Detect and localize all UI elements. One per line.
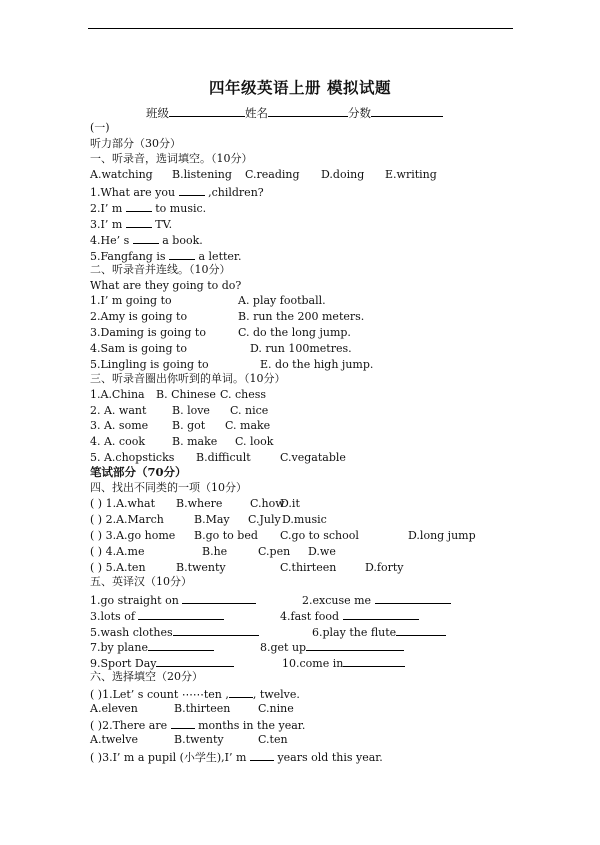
translate-row [90, 608, 510, 622]
question-text: to music. [155, 202, 207, 215]
answer-blank[interactable] [182, 592, 256, 604]
match-left: 1.I’ m going to [90, 294, 172, 307]
odd-one-out-row [90, 545, 510, 559]
answer-blank[interactable] [126, 216, 152, 228]
answer-blank[interactable] [375, 592, 451, 604]
question-2 [90, 200, 206, 216]
choice[interactable]: B. got [172, 419, 206, 432]
match-row [90, 294, 510, 308]
choice[interactable]: B. love [172, 404, 210, 417]
answer-blank[interactable] [229, 686, 253, 698]
class-label: 班级 [146, 106, 169, 120]
choice-row [90, 388, 510, 402]
score-label: 分数 [348, 106, 371, 120]
question-text: a letter. [198, 250, 242, 263]
written-header: 笔试部分（70分） [90, 465, 187, 479]
choice: B.where [176, 497, 223, 510]
choice[interactable]: C.nine [258, 702, 294, 715]
question-text: 3.I’ m [90, 218, 123, 231]
question-text: ( )2.There are [90, 719, 168, 732]
section1-heading: 一、听录音，选词填空。（10分） [90, 152, 253, 165]
question-text: ( )3.I’ m a pupil (小学生),I’ m [90, 751, 247, 764]
mc-options-1 [90, 702, 510, 716]
choice: D.it [280, 497, 300, 510]
section2-prompt: What are they going to do? [90, 279, 242, 292]
question-text: ( )1.Let’ s count ⋯⋯ten , [90, 688, 229, 701]
answer-blank[interactable] [148, 639, 214, 651]
question-5 [90, 248, 241, 264]
choice[interactable]: C. chess [220, 388, 267, 401]
score-field[interactable] [371, 104, 443, 117]
choice: D.forty [365, 561, 404, 574]
odd-one-out-row [90, 497, 510, 511]
name-label: 姓名 [245, 106, 268, 120]
choice[interactable]: 5. A.chopsticks [90, 451, 175, 464]
section6-heading: 六、选择填空（20分） [90, 670, 203, 683]
translate-row [90, 639, 510, 653]
choice[interactable]: 4. A. cook [90, 435, 145, 448]
answer-blank[interactable] [343, 655, 405, 667]
choice: ( ) 4.A.me [90, 545, 145, 558]
section1-options [90, 168, 510, 182]
option-b: B.listening [172, 168, 232, 181]
answer-blank[interactable] [169, 248, 195, 260]
answer-blank[interactable] [250, 749, 274, 761]
odd-one-out-row [90, 513, 510, 527]
class-field[interactable] [169, 104, 245, 117]
choice[interactable]: A.twelve [90, 733, 139, 746]
section5-heading: 五、英译汉（10分） [90, 575, 192, 588]
phrase: 10.come in [282, 657, 344, 670]
match-row [90, 342, 510, 356]
choice[interactable]: C.ten [258, 733, 288, 746]
mc-question-2 [90, 717, 305, 733]
choice-row [90, 419, 510, 433]
choice[interactable]: 2. A. want [90, 404, 147, 417]
choice: C.pen [258, 545, 291, 558]
phrase: 5.wash clothes [90, 626, 173, 639]
option-a: A.watching [90, 168, 153, 181]
choice: D.music [282, 513, 327, 526]
question-1 [90, 184, 264, 200]
question-text: years old this year. [277, 751, 383, 764]
page-title: 四年级英语上册 模拟试题 [209, 78, 391, 97]
match-row [90, 326, 510, 340]
choice[interactable]: B. make [172, 435, 218, 448]
choice[interactable]: B.twenty [174, 733, 224, 746]
phrase: 7.by plane [90, 641, 148, 654]
choice[interactable]: 1.A.China [90, 388, 145, 401]
choice: C.thirteen [280, 561, 337, 574]
answer-blank[interactable] [306, 639, 404, 651]
match-right: B. run the 200 meters. [238, 310, 365, 323]
student-info-line [146, 104, 443, 121]
option-c: C.reading [245, 168, 300, 181]
choice[interactable]: B.difficult [196, 451, 251, 464]
choice: C.how [250, 497, 285, 510]
match-right: E. do the high jump. [260, 358, 374, 371]
match-right: A. play football. [238, 294, 326, 307]
choice: C.July [248, 513, 281, 526]
choice: B.he [202, 545, 228, 558]
answer-blank[interactable] [343, 608, 419, 620]
question-text: , twelve. [252, 688, 300, 701]
choice[interactable]: A.eleven [90, 702, 138, 715]
section3-heading: 三、听录音圈出你听到的单词。（10分） [90, 372, 286, 385]
choice: C.go to school [280, 529, 359, 542]
phrase: 3.lots of [90, 610, 135, 623]
match-left: 2.Amy is going to [90, 310, 188, 323]
choice[interactable]: B.thirteen [174, 702, 231, 715]
answer-blank[interactable] [133, 232, 159, 244]
section2-heading: 二、听录音并连线。（10分） [90, 263, 231, 276]
choice[interactable]: C.vegatable [280, 451, 346, 464]
choice: ( ) 1.A.what [90, 497, 155, 510]
phrase: 4.fast food [280, 610, 340, 623]
match-right: C. do the long jump. [238, 326, 351, 339]
match-right: D. run 100metres. [250, 342, 352, 355]
answer-blank[interactable] [396, 624, 446, 636]
phrase: 2.excuse me [302, 594, 372, 607]
question-text: 2.I’ m [90, 202, 123, 215]
choice: D.we [308, 545, 336, 558]
odd-one-out-row [90, 561, 510, 575]
answer-blank[interactable] [173, 624, 259, 636]
choice: ( ) 5.A.ten [90, 561, 146, 574]
top-rule [88, 28, 513, 29]
choice: B.twenty [176, 561, 226, 574]
section4-heading: 四、找出不同类的一项（10分） [90, 481, 247, 494]
choice-row [90, 451, 510, 465]
translate-row [90, 655, 510, 669]
choice-row [90, 435, 510, 449]
question-text: months in the year. [198, 719, 306, 732]
choice: B.go to bed [194, 529, 258, 542]
choice: ( ) 2.A.March [90, 513, 164, 526]
choice-row [90, 404, 510, 418]
match-row [90, 358, 510, 372]
option-e: E.writing [385, 168, 437, 181]
choice[interactable]: C. look [235, 435, 274, 448]
answer-blank[interactable] [171, 717, 195, 729]
mc-question-3 [90, 749, 383, 765]
choice: D.long jump [408, 529, 476, 542]
match-left: 3.Daming is going to [90, 326, 206, 339]
phrase: 6.play the flute [312, 626, 397, 639]
option-d: D.doing [321, 168, 365, 181]
answer-blank[interactable] [126, 200, 152, 212]
phrase: 8.get up [260, 641, 307, 654]
question-text: TV. [155, 218, 173, 231]
question-text: 1.What are you [90, 186, 176, 199]
match-row [90, 310, 510, 324]
question-4 [90, 232, 203, 248]
listening-header: 听力部分（30分） [90, 137, 181, 150]
part-marker: (一) [90, 121, 110, 134]
answer-blank[interactable] [179, 184, 205, 196]
phrase: 1.go straight on [90, 594, 179, 607]
choice: ( ) 3.A.go home [90, 529, 176, 542]
name-field[interactable] [268, 104, 348, 117]
answer-blank[interactable] [138, 608, 224, 620]
question-text: a book. [162, 234, 203, 247]
odd-one-out-row [90, 529, 510, 543]
phrase: 9.Sport Day [90, 657, 157, 670]
question-text: 4.He’ s [90, 234, 130, 247]
match-left: 4.Sam is going to [90, 342, 188, 355]
choice[interactable]: C. make [225, 419, 271, 432]
question-text: 5.Fangfang is [90, 250, 166, 263]
choice[interactable]: C. nice [230, 404, 269, 417]
choice: B.May [194, 513, 230, 526]
translate-row [90, 592, 510, 606]
choice[interactable]: 3. A. some [90, 419, 149, 432]
answer-blank[interactable] [156, 655, 234, 667]
match-left: 5.Lingling is going to [90, 358, 209, 371]
question-text: ,children? [208, 186, 264, 199]
question-3 [90, 216, 172, 232]
choice[interactable]: B. Chinese [156, 388, 216, 401]
translate-row [90, 624, 510, 638]
mc-options-2 [90, 733, 510, 747]
mc-question-1 [90, 686, 300, 702]
